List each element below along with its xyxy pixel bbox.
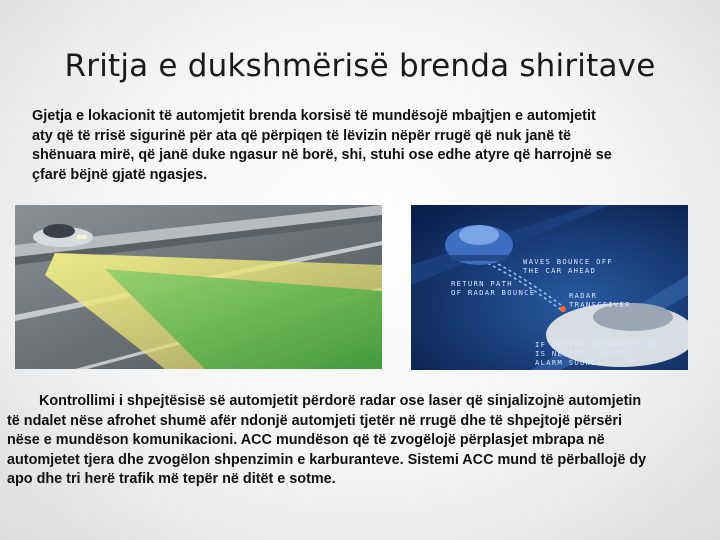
radar-label-alarm: IF DRIVER INTERVENTION IS NEEDED, COCKPIT ALARM SOUNDS. bbox=[535, 340, 659, 367]
slide-title: Rritja e dukshmërisë brenda shiritave bbox=[64, 48, 656, 84]
body-line: automjetet tjera dhe zvogëlon shpenzimin e karburanteve. Sistemi ACC mund të përballojë dy bbox=[7, 451, 647, 468]
highway-illustration bbox=[15, 205, 382, 369]
body-line: Kontrollimi i shpejtësisë së automjetit përdorë radar ose laser që sinjalizojnë automjetin bbox=[7, 393, 642, 409]
body-paragraph bbox=[7, 392, 713, 490]
lane-detection-image bbox=[15, 205, 382, 369]
radar-label-waves: WAVES BOUNCE OFF THE CAR AHEAD bbox=[523, 257, 614, 275]
body-line: apo dhe tri herë trafik më tepër në ditët e sotme. bbox=[7, 471, 336, 487]
intro-line: çfarë bëjnë gjatë ngasjes. bbox=[32, 166, 208, 183]
radar-acc-image bbox=[411, 205, 688, 370]
body-line: të ndalet nëse afrohet shumë afër ndonjë automjeti tjetër në rrugë dhe të shpejtojë përsëri bbox=[7, 412, 622, 429]
intro-line: Gjetja e lokacionit të automjetit brenda korsisë të mundësojë mbajtjen e automjetit bbox=[32, 108, 596, 124]
body-line: nëse e mundëson komunikacioni. ACC mundëson që të zvogëlojë përplasjet mbrapa në bbox=[7, 432, 605, 448]
intro-paragraph bbox=[32, 107, 700, 185]
radar-label-transceiver: RADAR TRANSCEIVER bbox=[569, 291, 631, 309]
radar-label-return: RETURN PATH OF RADAR BOUNCE bbox=[451, 279, 536, 297]
intro-line: aty që të rrisë sigurinë për ata që përpiqen të lëvizin nëpër rrugë që nuk janë të bbox=[32, 127, 572, 144]
intro-line: shënuara mirë, që janë duke ngasur në borë, shi, stuhi ose edhe atyre që harrojnë se bbox=[32, 147, 612, 163]
